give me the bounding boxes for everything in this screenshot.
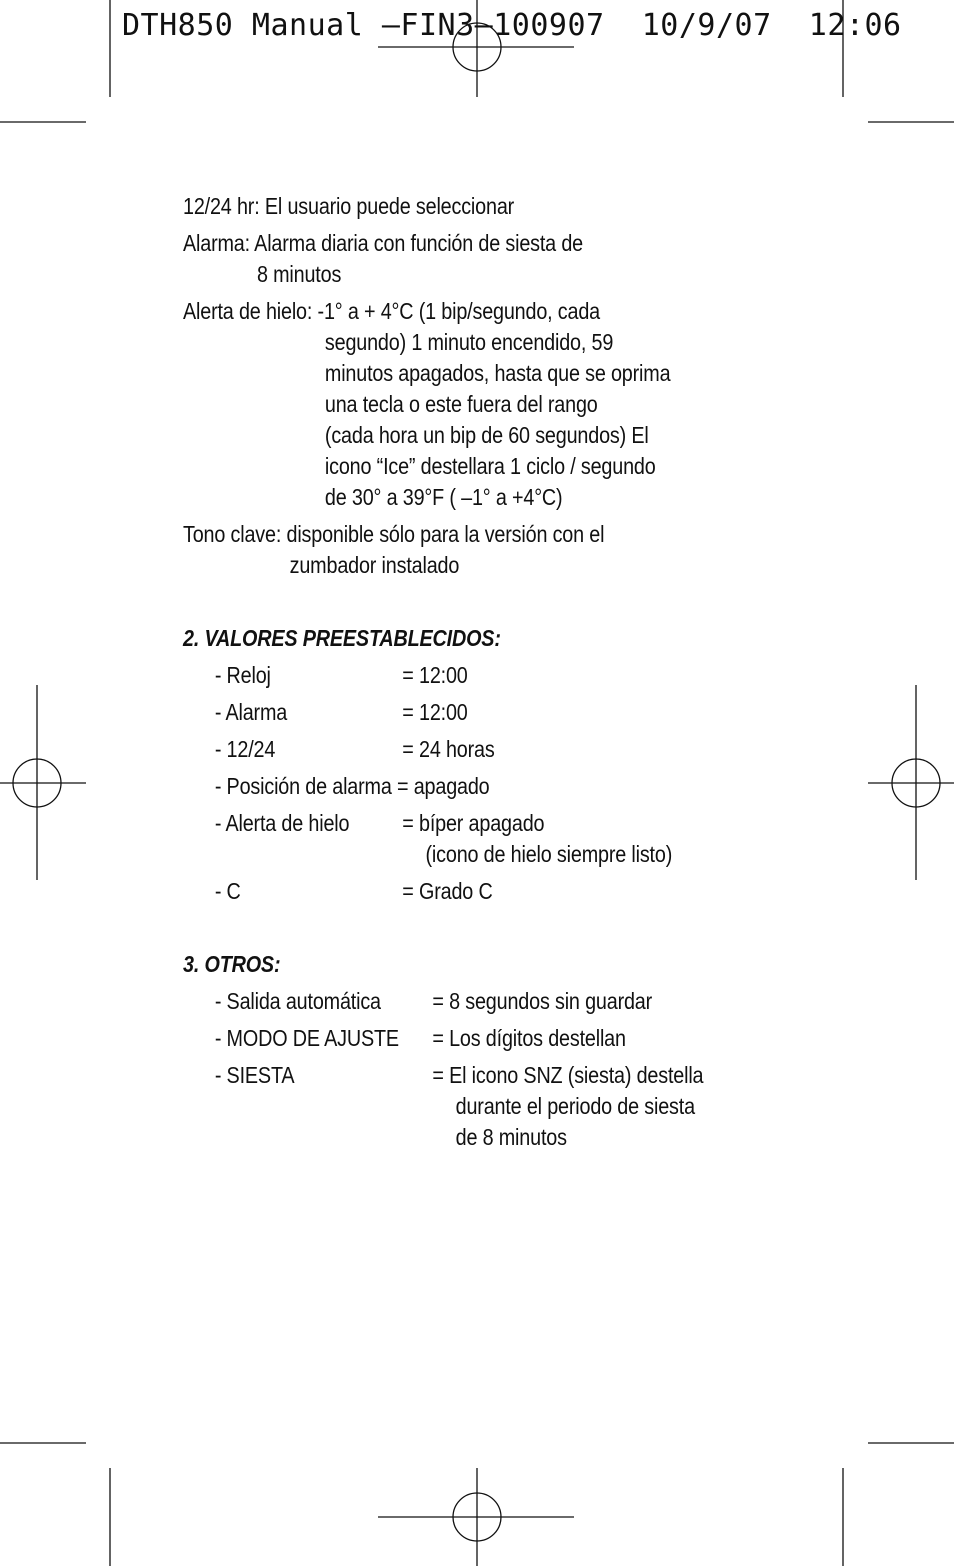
- spec-alerta-hielo-cont: de 30° a 39°F ( –1° a +4°C): [324, 484, 563, 510]
- spec-alerta-hielo: [183, 296, 600, 327]
- other-row: [214, 1060, 704, 1091]
- spec-alerta-hielo-cont: icono “Ice” destellara 1 ciclo / segundo: [324, 453, 656, 479]
- preset-key: - Alerta de hielo: [214, 810, 350, 836]
- preset-key: - 12/24: [214, 736, 276, 762]
- spec-alerta-hielo-cont: una tecla o este fuera del rango: [324, 391, 598, 417]
- preset-value: = 12:00: [402, 699, 468, 725]
- other-value: = Los dígitos destellan: [432, 1025, 626, 1051]
- other-value-cont: de 8 minutos: [455, 1124, 567, 1150]
- preset-value: = bíper apagado: [402, 810, 545, 836]
- spec-alerta-hielo-cont: segundo) 1 minuto encendido, 59: [324, 329, 614, 355]
- other-key: - MODO DE AJUSTE: [214, 1025, 399, 1051]
- preset-key: - C: [214, 878, 241, 904]
- preset-row: [214, 660, 468, 691]
- preset-row: [214, 697, 468, 728]
- other-row: [214, 1023, 626, 1054]
- other-key: - SIESTA: [214, 1062, 295, 1088]
- print-slug-line: DTH850 Manual –FIN3–100907 10/9/07 12:06: [122, 8, 902, 43]
- preset-row: [214, 808, 545, 839]
- preset-row: [214, 876, 493, 907]
- other-row: [214, 986, 653, 1017]
- spec-label: Tono clave:: [183, 521, 282, 547]
- preset-key: - Reloj: [214, 662, 271, 688]
- spec-label: Alerta de hielo:: [183, 298, 313, 324]
- preset-value: = 12:00: [402, 662, 468, 688]
- spec-text: -1° a + 4°C (1 bip/segundo, cada: [317, 298, 601, 324]
- preset-key: - Alarma: [214, 699, 288, 725]
- preset-row: [215, 771, 490, 802]
- other-value: = 8 segundos sin guardar: [432, 988, 653, 1014]
- other-value-cont: durante el periodo de siesta: [455, 1093, 695, 1119]
- spec-alerta-hielo-cont: minutos apagados, hasta que se oprima: [324, 360, 671, 386]
- spec-tono-clave-cont: zumbador instalado: [289, 552, 460, 578]
- spec-text: El usuario puede seleccionar: [264, 193, 515, 219]
- other-value: = El icono SNZ (siesta) destella: [432, 1062, 704, 1088]
- spec-12-24-hr: [183, 191, 514, 222]
- section-2-heading: 2. VALORES PREESTABLECIDOS:: [183, 625, 501, 651]
- spec-alarma: [183, 228, 583, 259]
- spec-label: 12/24 hr:: [183, 193, 260, 219]
- preset-row: [214, 734, 495, 765]
- section-3-heading: 3. OTROS:: [183, 951, 281, 977]
- spec-alerta-hielo-cont: (cada hora un bip de 60 segundos) El: [324, 422, 649, 448]
- spec-text: disponible sólo para la versión con el: [286, 521, 605, 547]
- spec-tono-clave: [183, 519, 604, 550]
- spec-label: Alarma:: [183, 230, 250, 256]
- spec-alarma-cont: 8 minutos: [256, 261, 342, 287]
- preset-value: = Grado C: [402, 878, 493, 904]
- preset-key: - Posición de alarma = apagado: [214, 773, 490, 799]
- preset-value-cont: (icono de hielo siempre listo): [425, 841, 673, 867]
- other-key: - Salida automática: [214, 988, 381, 1014]
- spec-text: Alarma diaria con función de siesta de: [254, 230, 584, 256]
- preset-value: = 24 horas: [402, 736, 495, 762]
